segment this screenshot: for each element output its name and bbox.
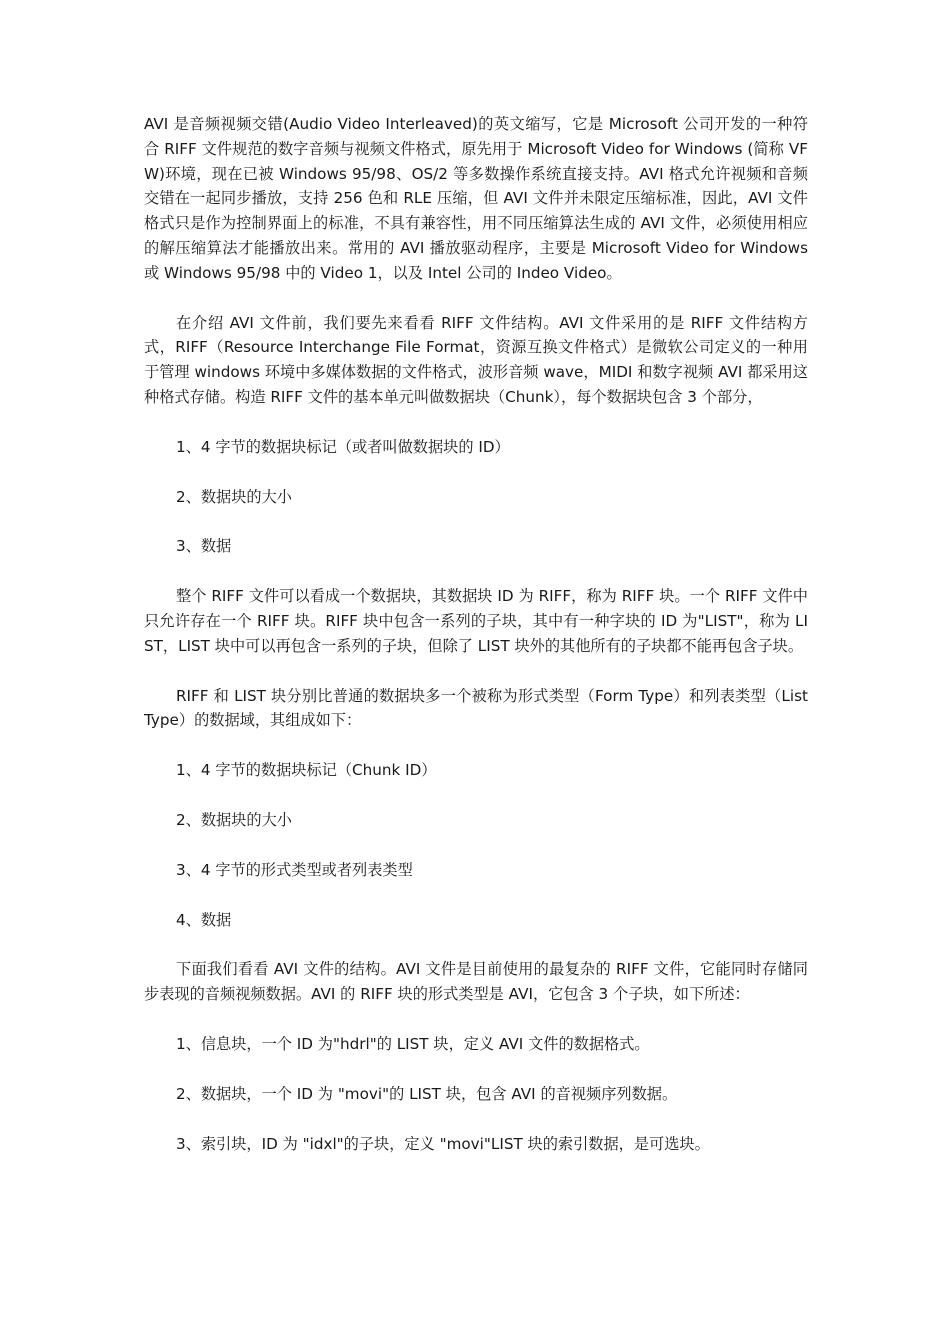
riff-list-part-item: 3、4 字节的形式类型或者列表类型 [176, 860, 413, 879]
riff-list-part-item: 4、数据 [176, 910, 232, 929]
riff-list-part-item: 1、4 字节的数据块标记（Chunk ID） [176, 761, 437, 780]
chunk-part-item: 1、4 字节的数据块标记（或者叫做数据块的 ID） [176, 437, 510, 456]
riff-list-paragraph: RIFF 和 LIST 块分别比普通的数据块多一个被称为形式类型（Form Type）和列表类型（List Type）的数据域，其组成如下： [144, 686, 808, 730]
avi-subchunk-item: 1、信息块，一个 ID 为"hdrl"的 LIST 块，定义 AVI 文件的数据格式。 [176, 1034, 650, 1053]
riff-intro-paragraph: 在介绍 AVI 文件前，我们要先来看看 RIFF 文件结构。AVI 文件采用的是 RIFF 文件结构方式，RIFF（Resource Interchange File Format，资源互换文件格式）是微软公司定义的一种用于管理 windows 环境中多媒体数据的文件格式，波形音频 wave，MIDI 和数字视频 AVI 都采用这种格式存储。构造 RIFF 文件的基本单元叫做数据块（Chunk），每个数据块包含 3 个部分， [144, 313, 808, 406]
avi-subchunk-item: 3、索引块，ID 为 "idxl"的子块，定义 "movi"LIST 块的索引数据，是可选块。 [176, 1134, 710, 1153]
chunk-part-item: 2、数据块的大小 [176, 487, 292, 506]
avi-subchunk-item: 2、数据块，一个 ID 为 "movi"的 LIST 块，包含 AVI 的音视频序列数据。 [176, 1084, 678, 1103]
avi-structure-paragraph: 下面我们看看 AVI 文件的结构。AVI 文件是目前使用的最复杂的 RIFF 文件，它能同时存储同步表现的音频视频数据。AVI 的 RIFF 块的形式类型是 AVI，它包含 3 个子块，如下所述： [144, 960, 808, 1004]
riff-block-paragraph: 整个 RIFF 文件可以看成一个数据块，其数据块 ID 为 RIFF，称为 RIFF 块。一个 RIFF 文件中只允许存在一个 RIFF 块。RIFF 块中包含一系列的子块，其中有一种字块的 ID 为"LIST"，称为 LIST，LIST 块中可以再包含一系列的子块，但除了 LIST 块外的其他所有的子块都不能再包含子块。 [144, 587, 808, 655]
riff-list-part-item: 2、数据块的大小 [176, 810, 292, 829]
intro-paragraph: AVI 是音频视频交错(Audio Video Interleaved)的英文缩写，它是 Microsoft 公司开发的一种符合 RIFF 文件规范的数字音频与视频文件格式，原先用于 Microsoft Video for Windows (简称 VFW)环境，现在已被 Windows 95/98、OS/2 等多数操作系统直接支持。AVI 格式允许视频和音频交错在一起同步播放，支持 256 色和 RLE 压缩，但 AVI 文件并未限定压缩标准，因此，AVI 文件格式只是作为控制界面上的标准，不具有兼容性，用不同压缩算法生成的 AVI 文件，必须使用相应的解压缩算法才能播放出来。常用的 AVI 播放驱动程序，主要是 Microsoft Video for Windows 或 Windows 95/98 中的 Video 1，以及 Intel 公司的 Indeo Video。 [144, 115, 808, 282]
document-page [144, 112, 808, 1156]
chunk-part-item: 3、数据 [176, 537, 232, 556]
